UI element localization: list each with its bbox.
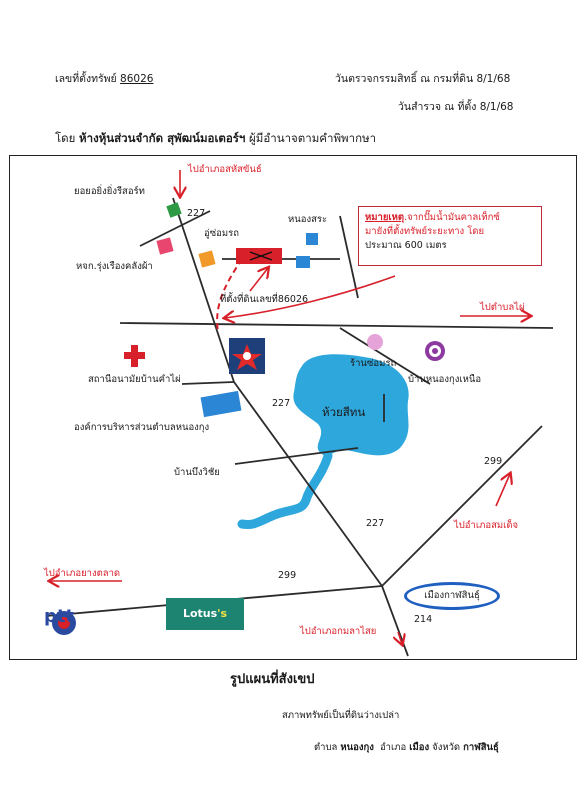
tambon-label: ตำบล	[314, 742, 338, 753]
health-cross-h	[124, 352, 145, 359]
note-line-1: .จากปั๊มน้ำมันคาลเท็กซ์	[404, 212, 500, 223]
label-nong-sa: หนองสระ	[288, 214, 328, 225]
label-yoyo-resort: ยอยอยิ่งยิ่งรีสอร์ท	[74, 186, 145, 197]
repair-shop-marker	[367, 334, 383, 350]
by-prefix: โดย	[55, 131, 76, 145]
label-to-somdet: ไปอำเภอสมเด็จ	[454, 520, 519, 531]
property-status: สภาพทรัพย์เป็นที่ดินว่างเปล่า	[282, 710, 400, 721]
label-road-299-right: 299	[484, 456, 503, 467]
label-garage: อู่ซ่อมรถ	[204, 228, 239, 239]
site-survey-date: วันสำรวจ ณ ที่ตั้ง 8/1/68	[398, 101, 514, 113]
company-name: ห้างหุ้นส่วนจำกัด สุพัฒน์มอเตอร์ฯ	[79, 131, 246, 145]
ptt-logo: ptt	[44, 606, 75, 627]
changwat-value: กาฬสินธุ์	[463, 742, 499, 753]
label-repair-shop: ร้านซ่อมรถ	[350, 358, 397, 369]
label-ban-bueng-witchai: บ้านบึงวิชัย	[174, 467, 220, 478]
map-title: รูปแผนที่สังเขป	[230, 672, 315, 687]
side-road-bueng-witchai	[235, 448, 358, 464]
changwat-label: จังหวัด	[432, 742, 461, 753]
note-line-3: ประมาณ 600 เมตร	[365, 240, 447, 251]
label-road-227-low: 227	[366, 518, 385, 529]
by-suffix: ผู้มีอำนาจตามคำพิพากษา	[249, 131, 377, 145]
note-head: หมายเหตุ	[365, 212, 405, 223]
label-huai-si-thon: ห้วยสีทน	[322, 405, 366, 419]
road-299-east	[382, 426, 542, 586]
location-line	[314, 740, 499, 755]
amphoe-label: อำเภอ	[379, 742, 407, 753]
label-to-sahatsakhan: ไปอำเภอสหัสขันธ์	[188, 164, 262, 175]
label-sao-nong-kung: องค์การบริหารส่วนตำบลหนองกุง	[74, 422, 210, 433]
garage-marker	[198, 250, 215, 267]
prepared-by-line	[55, 130, 376, 148]
label-to-kamalasai: ไปอำเภอกมลาไสย	[300, 626, 377, 637]
asset-number-label: เลขที่ตั้งทรัพย์	[55, 73, 117, 85]
label-rung-rueang: หจก.รุ่งเรืองคลังผ้า	[76, 261, 153, 272]
label-health-center: สถานีอนามัยบ้านคำไผ่	[88, 374, 181, 385]
site-pointer-arrow	[250, 268, 268, 291]
nong-sa-marker-a	[306, 233, 318, 245]
arrow-to-somdet	[496, 474, 510, 506]
side-road-nongsa	[340, 216, 358, 298]
river-stream	[242, 456, 328, 525]
lotus-logo-suffix: 's	[217, 607, 228, 620]
note-box	[358, 206, 542, 266]
note-line-2: มายังที่ตั้งทรัพย์ระยะทาง โดย	[365, 226, 485, 237]
amphoe-value: เมือง	[409, 742, 430, 753]
label-to-yang-talat: ไปอำเภอยางตลาด	[44, 568, 121, 579]
side-road-oao	[182, 382, 234, 384]
label-mueang-kalasin: เมืองกาฬสินธุ์	[404, 582, 500, 610]
land-office-check-date: วันตรวจกรรมสิทธิ์ ณ กรมที่ดิน 8/1/68	[335, 73, 511, 85]
sao-nong-kung-marker	[201, 391, 242, 417]
lotus-logo	[166, 598, 244, 630]
label-road-214: 214	[414, 614, 433, 625]
rung-rueang-marker	[156, 237, 173, 254]
sketch-map	[9, 155, 577, 660]
label-road-299-low: 299	[278, 570, 297, 581]
tambon-value: หนองกุง	[340, 742, 374, 753]
road-to-tambon-lai	[120, 323, 553, 328]
lotus-logo-text: Lotus	[182, 607, 218, 620]
label-site: ที่ตั้งที่ดินเลขที่86026	[220, 294, 309, 305]
asset-number-value: 86026	[120, 73, 154, 85]
label-to-tambon-lai: ไปตำบลไผ่	[480, 302, 525, 313]
label-road-227-top: 227	[187, 208, 206, 219]
label-ban-nong-kung-nuea: บ้านหนองกุงเหนือ	[408, 374, 482, 385]
label-road-227-mid: 227	[272, 398, 291, 409]
nong-sa-marker-b	[296, 256, 310, 268]
asset-number-line	[55, 70, 153, 87]
